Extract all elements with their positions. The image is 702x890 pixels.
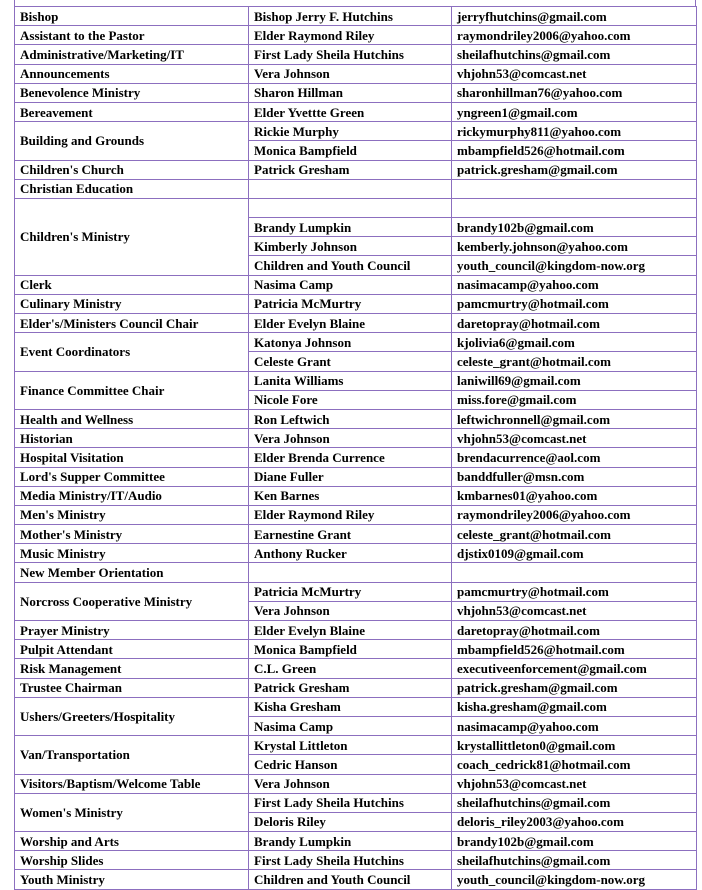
contact-name-cell: Vera Johnson — [249, 64, 452, 83]
email-cell[interactable]: vhjohn53@comcast.net — [452, 601, 697, 620]
email-cell[interactable]: laniwill69@gmail.com — [452, 371, 697, 390]
table-row — [15, 544, 697, 563]
table-row — [15, 45, 697, 64]
contact-name-cell: Elder Yvettte Green — [249, 102, 452, 121]
table-row — [15, 621, 697, 640]
table-row — [15, 697, 697, 716]
ministry-cell: Visitors/Baptism/Welcome Table — [15, 774, 249, 793]
email-cell[interactable]: brendacurrence@aol.com — [452, 448, 697, 467]
ministry-cell: Health and Wellness — [15, 409, 249, 428]
email-cell[interactable]: executiveenforcement@gmail.com — [452, 659, 697, 678]
contact-name-cell: Kimberly Johnson — [249, 237, 452, 256]
ministry-cell: Bereavement — [15, 102, 249, 121]
contact-name-cell: Vera Johnson — [249, 429, 452, 448]
contact-name-cell — [249, 179, 452, 198]
email-cell[interactable]: sheilafhutchins@gmail.com — [452, 45, 697, 64]
contact-name-cell: Diane Fuller — [249, 467, 452, 486]
table-row — [15, 659, 697, 678]
table-row — [15, 678, 697, 697]
table-row — [15, 486, 697, 505]
email-cell[interactable]: coach_cedrick81@hotmail.com — [452, 755, 697, 774]
contact-name-cell: Patricia McMurtry — [249, 294, 452, 313]
ministry-cell: Culinary Ministry — [15, 294, 249, 313]
ministry-cell: Children's Church — [15, 160, 249, 179]
contact-name-cell: Patrick Gresham — [249, 678, 452, 697]
contact-name-cell: Rickie Murphy — [249, 122, 452, 141]
ministry-cell: Lord's Supper Committee — [15, 467, 249, 486]
contact-name-cell: Elder Brenda Currence — [249, 448, 452, 467]
table-row — [15, 122, 697, 141]
directory-body — [15, 7, 697, 890]
email-cell[interactable]: yngreen1@gmail.com — [452, 102, 697, 121]
table-row — [15, 525, 697, 544]
contact-name-cell: Kisha Gresham — [249, 697, 452, 716]
email-cell[interactable]: sharonhillman76@yahoo.com — [452, 83, 697, 102]
email-cell[interactable]: leftwichronnell@gmail.com — [452, 409, 697, 428]
ministry-cell: Media Ministry/IT/Audio — [15, 486, 249, 505]
ministry-cell: Clerk — [15, 275, 249, 294]
email-cell[interactable]: vhjohn53@comcast.net — [452, 64, 697, 83]
email-cell[interactable] — [452, 179, 697, 198]
contact-name-cell: Children and Youth Council — [249, 256, 452, 275]
ministry-cell: Risk Management — [15, 659, 249, 678]
ministry-cell: Historian — [15, 429, 249, 448]
email-cell[interactable]: banddfuller@msn.com — [452, 467, 697, 486]
contact-name-cell: Ken Barnes — [249, 486, 452, 505]
contact-name-cell: First Lady Sheila Hutchins — [249, 45, 452, 64]
table-row — [15, 179, 697, 198]
contact-name-cell: Patrick Gresham — [249, 160, 452, 179]
email-cell[interactable]: nasimacamp@yahoo.com — [452, 716, 697, 735]
table-row — [15, 870, 697, 889]
ministry-directory-table — [14, 6, 697, 890]
table-row — [15, 793, 697, 812]
table-row — [15, 467, 697, 486]
contact-name-cell: Vera Johnson — [249, 774, 452, 793]
email-cell[interactable] — [452, 563, 697, 582]
table-row — [15, 448, 697, 467]
ministry-cell: Norcross Cooperative Ministry — [15, 582, 249, 620]
table-row — [15, 371, 697, 390]
email-cell[interactable]: brandy102b@gmail.com — [452, 218, 697, 237]
contact-name-cell: Lanita Williams — [249, 371, 452, 390]
table-row — [15, 640, 697, 659]
table-row — [15, 102, 697, 121]
ministry-cell: New Member Orientation — [15, 563, 249, 582]
ministry-cell: Trustee Chairman — [15, 678, 249, 697]
contact-name-cell: Monica Bampfield — [249, 141, 452, 160]
table-row — [15, 160, 697, 179]
table-row — [15, 505, 697, 524]
ministry-cell: Announcements — [15, 64, 249, 83]
ministry-cell: Bishop — [15, 7, 249, 26]
email-cell[interactable]: kisha.gresham@gmail.com — [452, 697, 697, 716]
email-cell[interactable]: deloris_riley2003@yahoo.com — [452, 812, 697, 831]
email-cell[interactable]: rickymurphy811@yahoo.com — [452, 122, 697, 141]
table-row — [15, 294, 697, 313]
contact-name-cell: Vera Johnson — [249, 601, 452, 620]
contact-name-cell: Elder Raymond Riley — [249, 505, 452, 524]
ministry-cell: Hospital Visitation — [15, 448, 249, 467]
contact-name-cell: Earnestine Grant — [249, 525, 452, 544]
table-row — [15, 7, 697, 26]
contact-name-cell: Celeste Grant — [249, 352, 452, 371]
table-row — [15, 83, 697, 102]
email-cell[interactable]: sheilafhutchins@gmail.com — [452, 851, 697, 870]
contact-name-cell: First Lady Sheila Hutchins — [249, 793, 452, 812]
email-cell[interactable]: patrick.gresham@gmail.com — [452, 160, 697, 179]
contact-name-cell: Monica Bampfield — [249, 640, 452, 659]
ministry-cell: Children's Ministry — [15, 198, 249, 275]
email-cell[interactable]: mbampfield526@hotmail.com — [452, 141, 697, 160]
ministry-cell: Benevolence Ministry — [15, 83, 249, 102]
contact-name-cell: Deloris Riley — [249, 812, 452, 831]
email-cell[interactable]: kjolivia6@gmail.com — [452, 333, 697, 352]
contact-name-cell: Nasima Camp — [249, 716, 452, 735]
contact-name-cell: Elder Raymond Riley — [249, 26, 452, 45]
email-cell[interactable]: mbampfield526@hotmail.com — [452, 640, 697, 659]
email-cell[interactable]: djstix0109@gmail.com — [452, 544, 697, 563]
email-cell[interactable]: patrick.gresham@gmail.com — [452, 678, 697, 697]
email-cell[interactable]: youth_council@kingdom-now.org — [452, 870, 697, 889]
contact-name-cell: Patricia McMurtry — [249, 582, 452, 601]
email-cell[interactable]: vhjohn53@comcast.net — [452, 429, 697, 448]
ministry-cell: Ushers/Greeters/Hospitality — [15, 697, 249, 735]
contact-name-cell: Sharon Hillman — [249, 83, 452, 102]
ministry-cell: Van/Transportation — [15, 736, 249, 774]
ministry-cell: Music Ministry — [15, 544, 249, 563]
ministry-cell: Men's Ministry — [15, 505, 249, 524]
ministry-cell: Worship and Arts — [15, 832, 249, 851]
table-row — [15, 409, 697, 428]
email-cell[interactable]: youth_council@kingdom-now.org — [452, 256, 697, 275]
contact-name-cell: Brandy Lumpkin — [249, 218, 452, 237]
email-cell[interactable]: raymondriley2006@yahoo.com — [452, 26, 697, 45]
contact-name-cell: Nicole Fore — [249, 390, 452, 409]
table-row — [15, 314, 697, 333]
contact-name-cell: Krystal Littleton — [249, 736, 452, 755]
email-cell[interactable]: nasimacamp@yahoo.com — [452, 275, 697, 294]
email-cell[interactable]: celeste_grant@hotmail.com — [452, 352, 697, 371]
contact-name-cell: Ron Leftwich — [249, 409, 452, 428]
ministry-cell: Christian Education — [15, 179, 249, 198]
ministry-cell: Elder's/Ministers Council Chair — [15, 314, 249, 333]
contact-name-cell — [249, 563, 452, 582]
email-cell[interactable]: daretopray@hotmail.com — [452, 621, 697, 640]
email-cell[interactable] — [452, 198, 697, 217]
contact-name-cell: Children and Youth Council — [249, 870, 452, 889]
table-row — [15, 64, 697, 83]
ministry-cell: Pulpit Attendant — [15, 640, 249, 659]
email-cell[interactable]: celeste_grant@hotmail.com — [452, 525, 697, 544]
email-cell[interactable]: pamcmurtry@hotmail.com — [452, 582, 697, 601]
contact-name-cell: Nasima Camp — [249, 275, 452, 294]
email-cell[interactable]: sheilafhutchins@gmail.com — [452, 793, 697, 812]
email-cell[interactable]: vhjohn53@comcast.net — [452, 774, 697, 793]
table-row — [15, 429, 697, 448]
contact-name-cell — [249, 198, 452, 217]
contact-name-cell: Elder Evelyn Blaine — [249, 621, 452, 640]
ministry-cell: Assistant to the Pastor — [15, 26, 249, 45]
contact-name-cell: Katonya Johnson — [249, 333, 452, 352]
table-row — [15, 563, 697, 582]
email-cell[interactable]: brandy102b@gmail.com — [452, 832, 697, 851]
table-row — [15, 774, 697, 793]
contact-name-cell: Elder Evelyn Blaine — [249, 314, 452, 333]
table-row — [15, 275, 697, 294]
email-cell[interactable]: raymondriley2006@yahoo.com — [452, 505, 697, 524]
contact-name-cell: C.L. Green — [249, 659, 452, 678]
email-cell[interactable]: krystallittleton0@gmail.com — [452, 736, 697, 755]
ministry-cell: Youth Ministry — [15, 870, 249, 889]
ministry-cell: Prayer Ministry — [15, 621, 249, 640]
table-row — [15, 333, 697, 352]
email-cell[interactable]: pamcmurtry@hotmail.com — [452, 294, 697, 313]
email-cell[interactable]: kemberly.johnson@yahoo.com — [452, 237, 697, 256]
ministry-cell: Worship Slides — [15, 851, 249, 870]
contact-name-cell: Anthony Rucker — [249, 544, 452, 563]
table-row — [15, 851, 697, 870]
email-cell[interactable]: kmbarnes01@yahoo.com — [452, 486, 697, 505]
table-row — [15, 26, 697, 45]
ministry-cell: Event Coordinators — [15, 333, 249, 371]
ministry-cell: Administrative/Marketing/IT — [15, 45, 249, 64]
ministry-cell: Finance Committee Chair — [15, 371, 249, 409]
contact-name-cell: Bishop Jerry F. Hutchins — [249, 7, 452, 26]
contact-name-cell: Brandy Lumpkin — [249, 832, 452, 851]
ministry-cell: Women's Ministry — [15, 793, 249, 831]
ministry-cell: Building and Grounds — [15, 122, 249, 160]
ministry-cell: Mother's Ministry — [15, 525, 249, 544]
table-row — [15, 198, 697, 217]
table-row — [15, 582, 697, 601]
contact-name-cell: First Lady Sheila Hutchins — [249, 851, 452, 870]
contact-name-cell: Cedric Hanson — [249, 755, 452, 774]
email-cell[interactable]: daretopray@hotmail.com — [452, 314, 697, 333]
email-cell[interactable]: miss.fore@gmail.com — [452, 390, 697, 409]
table-row — [15, 832, 697, 851]
email-cell[interactable]: jerryfhutchins@gmail.com — [452, 7, 697, 26]
table-row — [15, 736, 697, 755]
